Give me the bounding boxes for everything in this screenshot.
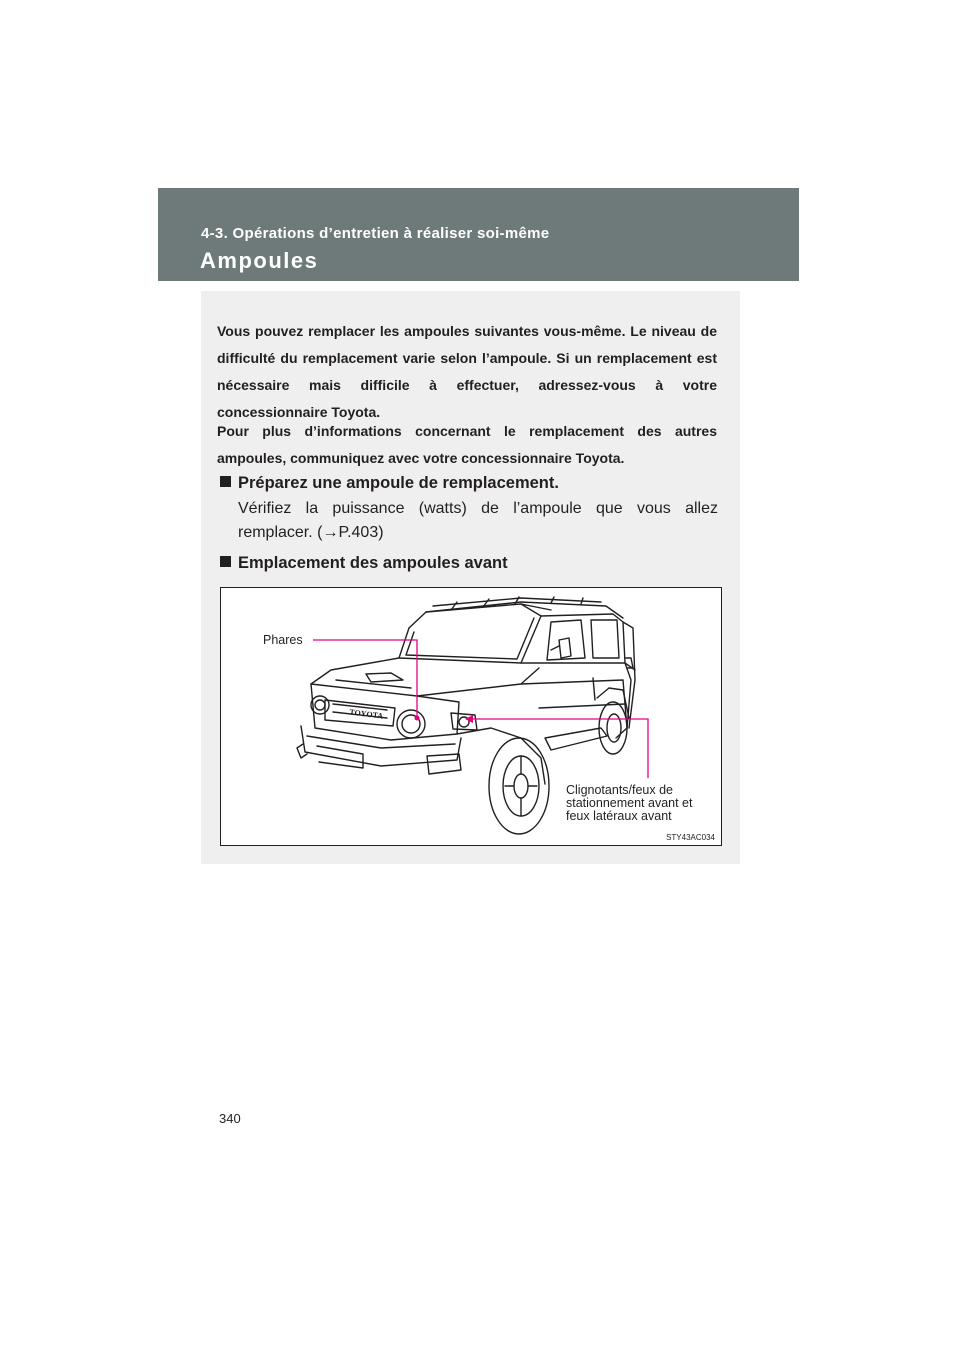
figure-code: STY43AC034 [666,833,715,842]
square-bullet-icon [220,476,231,487]
intro-paragraph-2: Pour plus d’informations concernant le remplacement des autres ampoules, communiquez avec votre concessionnaire Toyota. [217,423,717,466]
section-heading-replacement-bulb [220,474,559,493]
page-number: 340 [219,1111,241,1126]
section-heading-text: Emplacement des ampoules avant [238,554,508,572]
front-bulbs-figure [220,587,722,846]
page-title: Ampoules [200,248,319,273]
section-title: 4-3. Opérations d’entretien à réaliser soi-même [201,225,550,242]
section-heading-front-bulbs [220,554,508,573]
callout-label-turn-signals: Clignotants/feux de stationnement avant et feux latéraux avant [566,783,693,823]
square-bullet-icon [220,556,231,567]
grille-badge-text: TOYOTA [348,707,384,721]
callout-label-headlights: Phares [263,633,303,647]
section-body-wattage: Vérifiez la puissance (watts) de l’ampoule que vous allez remplacer. (→P.403) [238,500,718,541]
section-heading-text: Préparez une ampoule de remplacement. [238,474,559,492]
intro-paragraph-1: Vous pouvez remplacer les ampoules suivantes vous-même. Le niveau de difficulté du remplacement varie selon l’ampoule. Si un remplacement est nécessaire mais difficile à effectuer, adressez-vous à votre concessionnaire Toyota. [217,323,717,420]
